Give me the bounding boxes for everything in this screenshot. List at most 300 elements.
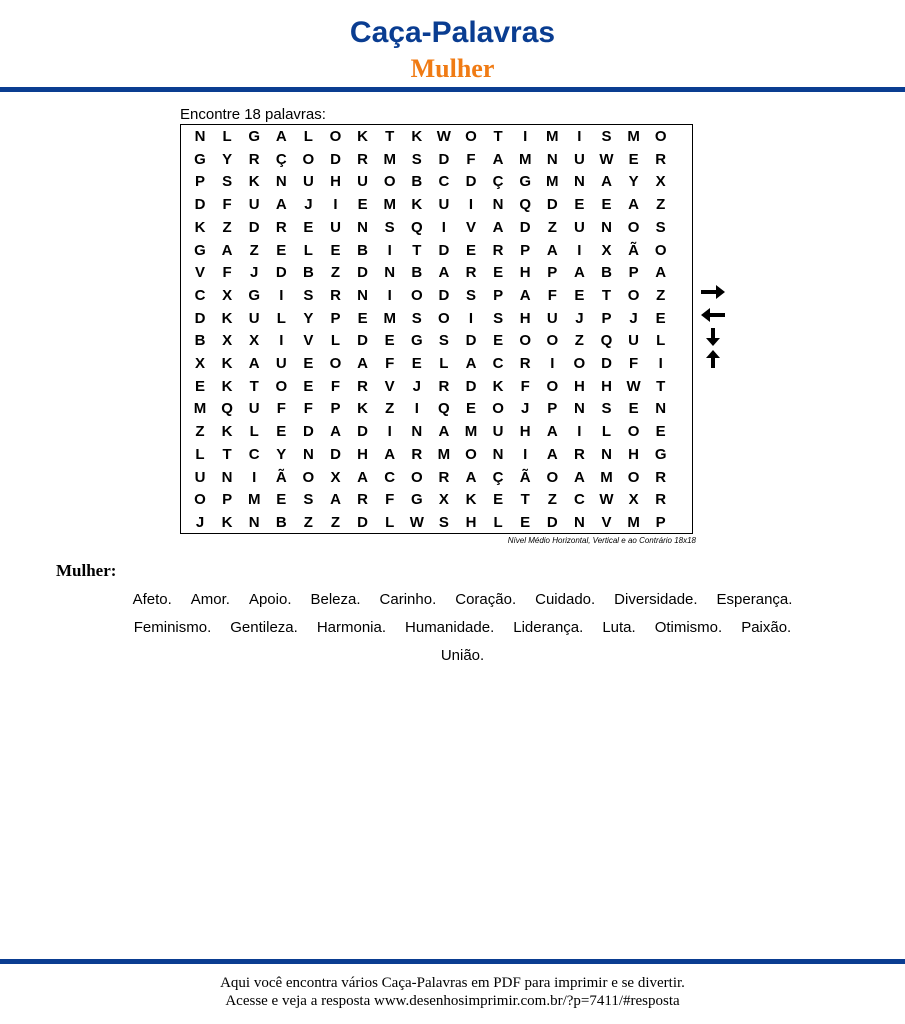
word-item: Afeto. — [132, 590, 172, 608]
grid-cell: M — [627, 513, 640, 531]
grid-cell: T — [385, 128, 395, 145]
arrow-right-icon — [700, 282, 726, 302]
level-caption: Nível Médio Horizontal, Vertical e ao Contrário 18x18 — [507, 536, 696, 545]
grid-cell: S — [222, 173, 233, 191]
grid-cell: Z — [656, 196, 666, 214]
grid-cell: D — [275, 264, 287, 282]
grid-cell: T — [412, 241, 422, 259]
word-item: Apoio. — [248, 590, 292, 608]
grid-cell: A — [573, 264, 585, 282]
grid-cell: R — [655, 150, 667, 168]
grid-cell: K — [357, 400, 369, 418]
grid-cell: S — [493, 309, 504, 327]
grid-cell: Q — [438, 400, 450, 418]
grid-cell: F — [276, 400, 286, 418]
word-item: Cuidado. — [535, 590, 596, 608]
grid-cell: Q — [600, 332, 613, 350]
word-list — [60, 587, 865, 671]
grid-cell: A — [465, 468, 477, 486]
grid-cell: F — [466, 150, 476, 168]
arrow-left-icon — [700, 305, 726, 325]
grid-cell: F — [547, 286, 557, 304]
grid-cell: N — [384, 264, 396, 282]
grid-cell: D — [357, 264, 369, 282]
grid-cell: L — [385, 513, 395, 531]
grid-cell: Z — [195, 423, 205, 441]
grid-cell: K — [221, 423, 233, 441]
grid-cell: E — [357, 196, 368, 214]
page-subtitle: Mulher — [410, 54, 495, 83]
grid-cell: E — [628, 400, 639, 418]
grid-cell: Q — [410, 218, 423, 236]
grid-cell: N — [573, 400, 585, 418]
grid-cell: I — [387, 286, 392, 304]
grid-cell: U — [546, 309, 558, 327]
grid-cell: M — [383, 150, 396, 168]
grid-cell: O — [627, 286, 640, 304]
grid-cell: C — [194, 286, 206, 304]
grid-cell: L — [656, 332, 666, 350]
grid-cell: K — [221, 355, 233, 372]
grid-cell: A — [601, 173, 612, 191]
grid-cell: N — [357, 286, 369, 304]
grid-cell: R — [330, 286, 341, 304]
grid-cell: D — [601, 355, 612, 372]
grid-cell: T — [493, 128, 503, 145]
grid-cell: Ã — [519, 468, 531, 486]
grid-cell: Z — [303, 513, 313, 531]
grid-cell: S — [465, 286, 476, 304]
grid-cell: O — [519, 332, 532, 350]
grid-cell: E — [411, 355, 422, 372]
grid-cell: V — [303, 332, 314, 350]
grid-cell: H — [573, 377, 585, 395]
grid-cell: P — [194, 173, 205, 191]
grid-cell: Z — [222, 218, 232, 236]
grid-cell: H — [519, 423, 531, 441]
grid-cell: U — [573, 150, 585, 168]
grid-cell: L — [493, 513, 503, 531]
grid-cell: F — [222, 196, 232, 214]
grid-cell: P — [547, 264, 558, 282]
grid-cell: C — [248, 445, 260, 463]
grid-cell: Z — [547, 491, 557, 509]
grid-cell: Ã — [275, 468, 287, 486]
grid-cell: D — [302, 423, 314, 441]
grid-cell: M — [383, 309, 396, 327]
grid-cell: V — [384, 377, 395, 395]
grid-cell: U — [628, 332, 640, 350]
grid-cell: O — [329, 128, 342, 145]
grid-cell: O — [573, 355, 586, 372]
grid-cell: S — [438, 513, 449, 531]
grid-cell: I — [550, 355, 555, 372]
grid-cell: R — [248, 150, 260, 168]
grid-cell: Z — [547, 218, 557, 236]
grid-cell: I — [414, 400, 419, 418]
grid-cell: L — [222, 128, 232, 145]
grid-cell: P — [330, 309, 341, 327]
grid-cell: R — [519, 355, 531, 372]
word-item: União. — [440, 646, 485, 664]
grid-cell: L — [303, 241, 313, 259]
grid-cell: U — [194, 468, 206, 486]
grid-cell: R — [465, 264, 477, 282]
word-item: Beleza. — [310, 590, 361, 608]
grid-cell: N — [357, 218, 369, 236]
grid-cell: E — [303, 377, 314, 395]
grid-cell: K — [465, 491, 477, 509]
grid-cell: I — [333, 196, 338, 214]
grid-cell: K — [221, 513, 233, 531]
grid-cell: I — [523, 128, 528, 145]
grid-cell: G — [654, 445, 667, 463]
grid-cell: I — [577, 128, 582, 145]
grid-cell: A — [357, 468, 369, 486]
grid-cell: M — [600, 468, 613, 486]
grid-cell: D — [546, 513, 558, 531]
grid-cell: U — [275, 355, 287, 372]
grid-cell: R — [438, 468, 450, 486]
grid-cell: U — [492, 423, 504, 441]
grid-cell: T — [520, 491, 530, 509]
grid-cell: O — [654, 128, 667, 145]
grid-cell: N — [492, 196, 504, 214]
grid-cell: Q — [519, 196, 532, 214]
grid-cell: O — [302, 468, 315, 486]
grid-cell: B — [194, 332, 206, 350]
word-item: Humanidade. — [405, 618, 495, 636]
grid-cell: D — [248, 218, 260, 236]
grid-cell: P — [601, 309, 612, 327]
word-list-row — [60, 587, 865, 611]
grid-cell: R — [655, 468, 667, 486]
grid-cell: J — [521, 400, 530, 418]
grid-cell: S — [601, 128, 612, 145]
grid-cell: B — [411, 173, 423, 191]
grid-cell: A — [546, 423, 558, 441]
grid-cell: G — [248, 286, 261, 304]
grid-cell: I — [577, 241, 582, 259]
grid-cell: X — [438, 491, 449, 509]
grid-cell: G — [194, 150, 206, 168]
word-item: Luta. — [602, 618, 636, 636]
grid-cell: S — [384, 218, 395, 236]
grid-cell: T — [601, 286, 612, 304]
grid-cell: N — [302, 445, 314, 463]
grid-cell: O — [627, 468, 640, 486]
grid-cell: S — [411, 309, 422, 327]
grid-cell: S — [303, 286, 314, 304]
grid-cell: J — [304, 196, 313, 214]
grid-cell: X — [194, 355, 205, 372]
grid-cell: R — [655, 491, 667, 509]
grid-cell: S — [411, 150, 422, 168]
grid-cell: O — [465, 128, 477, 145]
grid-cell: O — [546, 468, 559, 486]
grid-cell: U — [248, 196, 260, 214]
grid-cell: P — [330, 400, 341, 418]
grid-cell: H — [519, 309, 531, 327]
grid-cell: C — [438, 173, 450, 191]
grid-cell: V — [601, 513, 612, 531]
grid-cell: U — [302, 173, 314, 191]
grid-cell: A — [330, 491, 341, 509]
grid-cell: G — [248, 128, 261, 145]
grid-cell: I — [468, 309, 474, 327]
grid-cell: Z — [574, 332, 584, 350]
grid-cell: H — [357, 445, 369, 463]
grid-cell: A — [492, 218, 504, 236]
grid-cell: F — [629, 355, 639, 372]
grid-cell: Z — [656, 286, 666, 304]
grid-cell: A — [221, 241, 233, 259]
grid-cell: L — [276, 309, 286, 327]
grid-cell: U — [573, 218, 585, 236]
grid-cell: V — [465, 218, 476, 236]
grid-cell: D — [194, 196, 206, 214]
grid-cell: B — [357, 241, 369, 259]
grid-cell: D — [465, 377, 477, 395]
grid-cell: D — [438, 241, 450, 259]
grid-cell: P — [493, 286, 504, 304]
grid-cell: U — [357, 173, 369, 191]
grid-cell: A — [465, 355, 477, 372]
grid-cell: E — [357, 309, 368, 327]
grid-cell: D — [519, 218, 531, 236]
arrow-down-icon — [700, 327, 726, 347]
grid-cell: K — [492, 377, 504, 395]
grid-cell: D — [438, 150, 450, 168]
grid-cell: L — [303, 128, 313, 145]
grid-cell: N — [221, 468, 233, 486]
grid-cell: Q — [221, 400, 233, 418]
word-item: Amor. — [190, 590, 230, 608]
grid-cell: T — [222, 445, 232, 463]
grid-cell: A — [573, 468, 585, 486]
grid-cell: J — [250, 264, 259, 282]
grid-cell: H — [519, 264, 531, 282]
grid-cell: E — [465, 400, 476, 418]
grid-cell: H — [330, 173, 341, 191]
grid-cell: D — [330, 150, 341, 168]
grid-cell: W — [409, 513, 424, 531]
grid-cell: X — [222, 286, 233, 304]
grid-cell: G — [410, 332, 423, 350]
grid-cell: E — [520, 513, 531, 531]
grid-cell: X — [330, 468, 341, 486]
grid-cell: S — [601, 400, 612, 418]
grid-cell: M — [464, 423, 478, 441]
grid-cell: A — [628, 196, 640, 214]
grid-cell: R — [492, 241, 504, 259]
word-item: Esperança. — [716, 590, 793, 608]
grid-cell: K — [357, 128, 369, 145]
grid-cell: I — [279, 332, 284, 350]
grid-cell: X — [628, 491, 639, 509]
grid-cell: P — [628, 264, 639, 282]
grid-cell: P — [222, 491, 233, 509]
grid-cell: X — [601, 241, 612, 259]
grid-cell: E — [574, 286, 585, 304]
grid-cell: Ç — [275, 150, 287, 168]
grid-cell: M — [437, 445, 451, 463]
grid-cell: A — [546, 445, 558, 463]
grid-cell: K — [221, 377, 233, 395]
grid-cell: D — [438, 286, 450, 304]
grid-cell: Ç — [492, 468, 504, 486]
grid-cell: H — [465, 513, 477, 531]
grid-cell: M — [627, 128, 640, 145]
grid-cell: J — [629, 309, 638, 327]
grid-cell: G — [194, 241, 206, 259]
grid-cell: O — [302, 150, 315, 168]
word-item: Diversidade. — [614, 590, 698, 608]
grid-cell: E — [276, 491, 287, 509]
grid-cell: N — [573, 173, 585, 191]
grid-cell: M — [383, 196, 396, 214]
grid-cell: D — [357, 423, 369, 441]
grid-cell: F — [520, 377, 530, 395]
word-list-row — [60, 643, 865, 667]
word-list-row — [60, 615, 865, 639]
grid-cell: A — [248, 355, 260, 372]
grid-cell: N — [275, 173, 287, 191]
grid-cell: I — [468, 196, 474, 214]
grid-cell: N — [601, 218, 612, 236]
grid-cell: E — [655, 423, 666, 441]
grid-cell: R — [357, 491, 369, 509]
footer-line-1: Aqui você encontra vários Caça-Palavras em PDF para imprimir e se divertir. — [220, 975, 685, 991]
grid-cell: F — [222, 264, 232, 282]
grid-cell: Y — [276, 445, 287, 463]
grid-cell: I — [279, 286, 284, 304]
grid-cell: L — [601, 423, 612, 441]
arrow-up-icon — [700, 349, 726, 369]
grid-cell: M — [546, 173, 559, 191]
grid-cell: W — [599, 150, 614, 168]
grid-cell: L — [439, 355, 449, 372]
grid-cell: O — [546, 377, 559, 395]
grid-cell: N — [411, 423, 423, 441]
grid-cell: D — [194, 309, 206, 327]
grid-cell: U — [248, 400, 260, 418]
grid-cell: B — [411, 264, 423, 282]
grid-cell: E — [276, 241, 287, 259]
grid-cell: E — [628, 150, 639, 168]
grid-cell: S — [438, 332, 449, 350]
grid-cell: X — [249, 332, 260, 350]
grid-cell: O — [383, 173, 396, 191]
grid-cell: D — [465, 332, 477, 350]
grid-cell: D — [357, 332, 369, 350]
grid-cell: M — [518, 150, 532, 168]
grid-cell: P — [547, 400, 558, 418]
grid-cell: Ç — [492, 173, 504, 191]
grid-cell: C — [492, 355, 504, 372]
grid-cell: L — [249, 423, 259, 441]
grid-cell: X — [222, 332, 233, 350]
grid-cell: W — [436, 128, 451, 145]
bottom-divider — [0, 959, 905, 964]
grid-cell: E — [194, 377, 205, 395]
grid-cell: R — [275, 218, 287, 236]
grid-cell: E — [465, 241, 476, 259]
word-item: Coração. — [455, 590, 517, 608]
grid-cell: A — [384, 445, 396, 463]
grid-cell: D — [330, 445, 341, 463]
grid-cell: I — [387, 241, 392, 259]
grid-cell: N — [194, 128, 206, 145]
grid-cell: O — [275, 377, 288, 395]
grid-cell: O — [410, 468, 423, 486]
grid-cell: N — [248, 513, 260, 531]
grid-cell: A — [275, 128, 287, 145]
word-item: Feminismo. — [133, 618, 212, 636]
grid-cell: E — [655, 309, 666, 327]
grid-cell: F — [385, 491, 395, 509]
grid-cell: H — [601, 377, 612, 395]
grid-cell: U — [330, 218, 341, 236]
grid-cell: N — [655, 400, 667, 418]
grid-cell: X — [655, 173, 666, 191]
grid-cell: R — [357, 377, 369, 395]
grid-cell: R — [438, 377, 450, 395]
grid-cell: A — [330, 423, 341, 441]
grid-cell: C — [573, 491, 585, 509]
footer-line-2: Acesse e veja a resposta www.desenhosimprimir.com.br/?p=7411/#resposta — [225, 993, 680, 1009]
grid-cell: K — [248, 173, 260, 191]
grid-cell: M — [546, 128, 559, 145]
grid-cell: J — [195, 513, 205, 531]
grid-cell: C — [384, 468, 396, 486]
word-item: Liderança. — [513, 618, 584, 636]
word-item: Otimismo. — [654, 618, 723, 636]
grid-cell: B — [302, 264, 314, 282]
grid-cell: K — [411, 128, 423, 145]
grid-cell: L — [330, 332, 341, 350]
grid-cell: J — [575, 309, 584, 327]
grid-cell: I — [658, 355, 663, 372]
grid-cell: O — [654, 241, 667, 259]
grid-cell: N — [546, 150, 558, 168]
grid-cell: I — [577, 423, 582, 441]
grid-cell: A — [438, 423, 450, 441]
grid-cell: Y — [628, 173, 639, 191]
grid-cell: R — [357, 150, 369, 168]
grid-cell: Y — [222, 150, 233, 168]
grid-cell: P — [655, 513, 666, 531]
grid-cell: A — [357, 355, 369, 372]
grid-cell: L — [195, 445, 205, 463]
grid-cell: A — [438, 264, 450, 282]
grid-cell: E — [601, 196, 612, 214]
grid-cell: D — [357, 513, 369, 531]
grid-cell: V — [194, 264, 205, 282]
grid-cell: Z — [249, 241, 259, 259]
word-item: Carinho. — [379, 590, 437, 608]
grid-cell: M — [193, 400, 207, 418]
grid-cell: R — [573, 445, 585, 463]
grid-cell: F — [330, 377, 341, 395]
top-divider — [0, 87, 905, 92]
grid-cell: E — [303, 355, 314, 372]
grid-cell: Y — [303, 309, 314, 327]
grid-cell: O — [627, 218, 640, 236]
word-list-title: Mulher: — [56, 561, 117, 580]
grid-cell: Ã — [628, 241, 640, 259]
grid-cell: O — [546, 332, 559, 350]
